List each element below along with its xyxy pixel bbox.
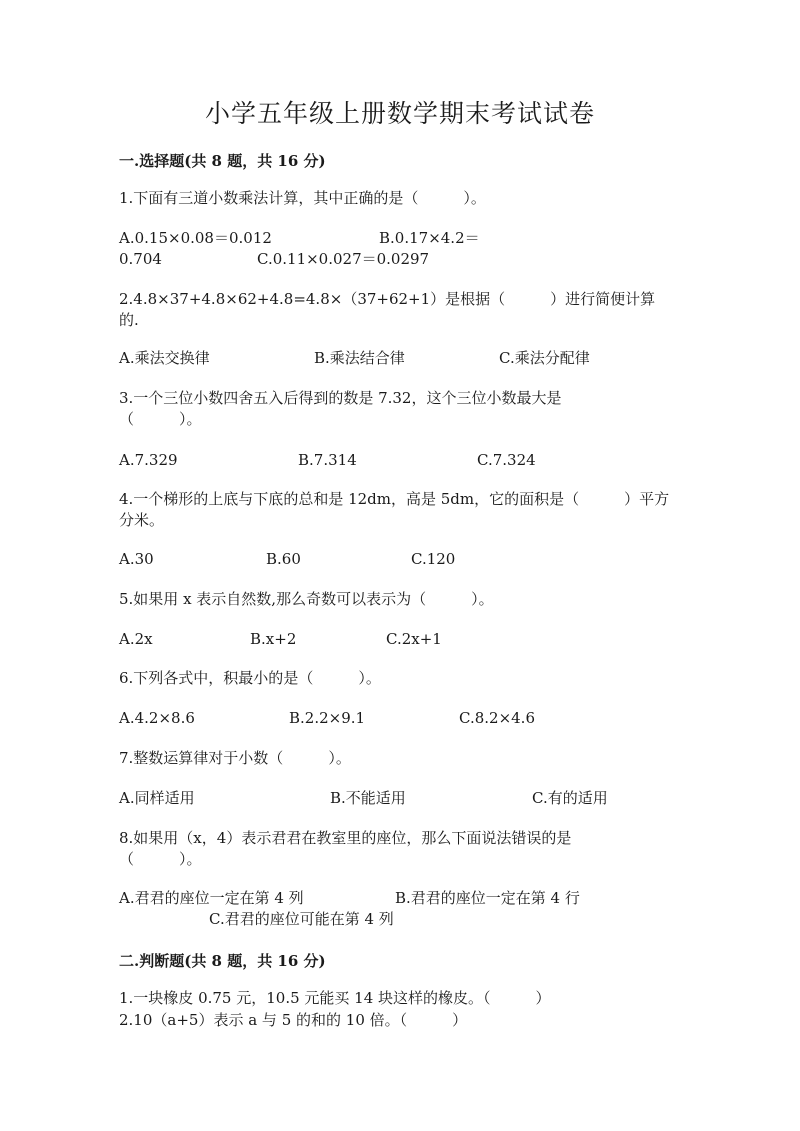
option-a: A.乘法交换律 — [119, 349, 210, 367]
option-c: C.7.324 — [477, 451, 536, 469]
question-stem: 2.4.8×37+4.8×62+4.8=4.8×（37+62+1）是根据（ ）进行简便计算 — [119, 290, 656, 308]
option-c: C.8.2×4.6 — [459, 709, 535, 727]
option-c: C.120 — [411, 550, 456, 568]
question-stem-continued: （ ）。 — [119, 410, 202, 428]
question-stem: 8.如果用（x，4）表示君君在教室里的座位，那么下面说法错误的是 — [119, 829, 572, 847]
option-b: B.不能适用 — [330, 789, 406, 807]
option-a: A.0.15×0.08＝0.012 — [119, 229, 272, 247]
question-stem: 3.一个三位小数四舍五入后得到的数是 7.32，这个三位小数最大是 — [119, 389, 562, 407]
option-c: C.有的适用 — [532, 789, 608, 807]
option-a: A.7.329 — [119, 451, 178, 469]
question-stem: 2.10（a+5）表示 a 与 5 的和的 10 倍。（ ） — [119, 1011, 468, 1029]
option-a: A.4.2×8.6 — [119, 709, 195, 727]
option-a: A.君君的座位一定在第 4 列 — [119, 889, 304, 907]
question-stem-continued: （ ）。 — [119, 850, 202, 868]
question-stem-continued: 的. — [119, 311, 139, 329]
option-b: B.君君的座位一定在第 4 行 — [395, 889, 580, 907]
option-b: B.乘法结合律 — [314, 349, 405, 367]
option-a: A.30 — [119, 550, 154, 568]
option-a: A.同样适用 — [119, 789, 195, 807]
question-stem: 1.一块橡皮 0.75 元，10.5 元能买 14 块这样的橡皮。（ ） — [119, 989, 551, 1007]
option-b: B.7.314 — [298, 451, 357, 469]
option-b: B.x+2 — [250, 630, 297, 648]
option-c: C.乘法分配律 — [499, 349, 590, 367]
option-b-continued: 0.704 — [119, 250, 162, 268]
option-c: C.2x+1 — [386, 630, 442, 648]
option-c: C.0.11×0.027＝0.0297 — [257, 250, 430, 268]
question-stem: 1.下面有三道小数乘法计算，其中正确的是（ ）。 — [119, 189, 486, 207]
option-b: B.2.2×9.1 — [289, 709, 366, 727]
page-title: 小学五年级上册数学期末考试试卷 — [204, 99, 595, 128]
option-a: A.2x — [119, 630, 153, 648]
section-heading: 一.选择题(共 8 题，共 16 分) — [119, 152, 326, 170]
question-stem: 7.整数运算律对于小数（ ）。 — [119, 749, 351, 767]
section-heading: 二.判断题(共 8 题，共 16 分) — [119, 952, 326, 970]
question-stem: 6.下列各式中，积最小的是（ ）。 — [119, 669, 381, 687]
option-b: B.60 — [266, 550, 301, 568]
option-b: B.0.17×4.2＝ — [379, 229, 480, 247]
question-stem-continued: 分米。 — [119, 511, 165, 529]
question-stem: 5.如果用 x 表示自然数,那么奇数可以表示为（ ）。 — [119, 590, 494, 608]
question-stem: 4.一个梯形的上底与下底的总和是 12dm，高是 5dm，它的面积是（ ）平方 — [119, 490, 670, 508]
option-c: C.君君的座位可能在第 4 列 — [209, 910, 394, 928]
